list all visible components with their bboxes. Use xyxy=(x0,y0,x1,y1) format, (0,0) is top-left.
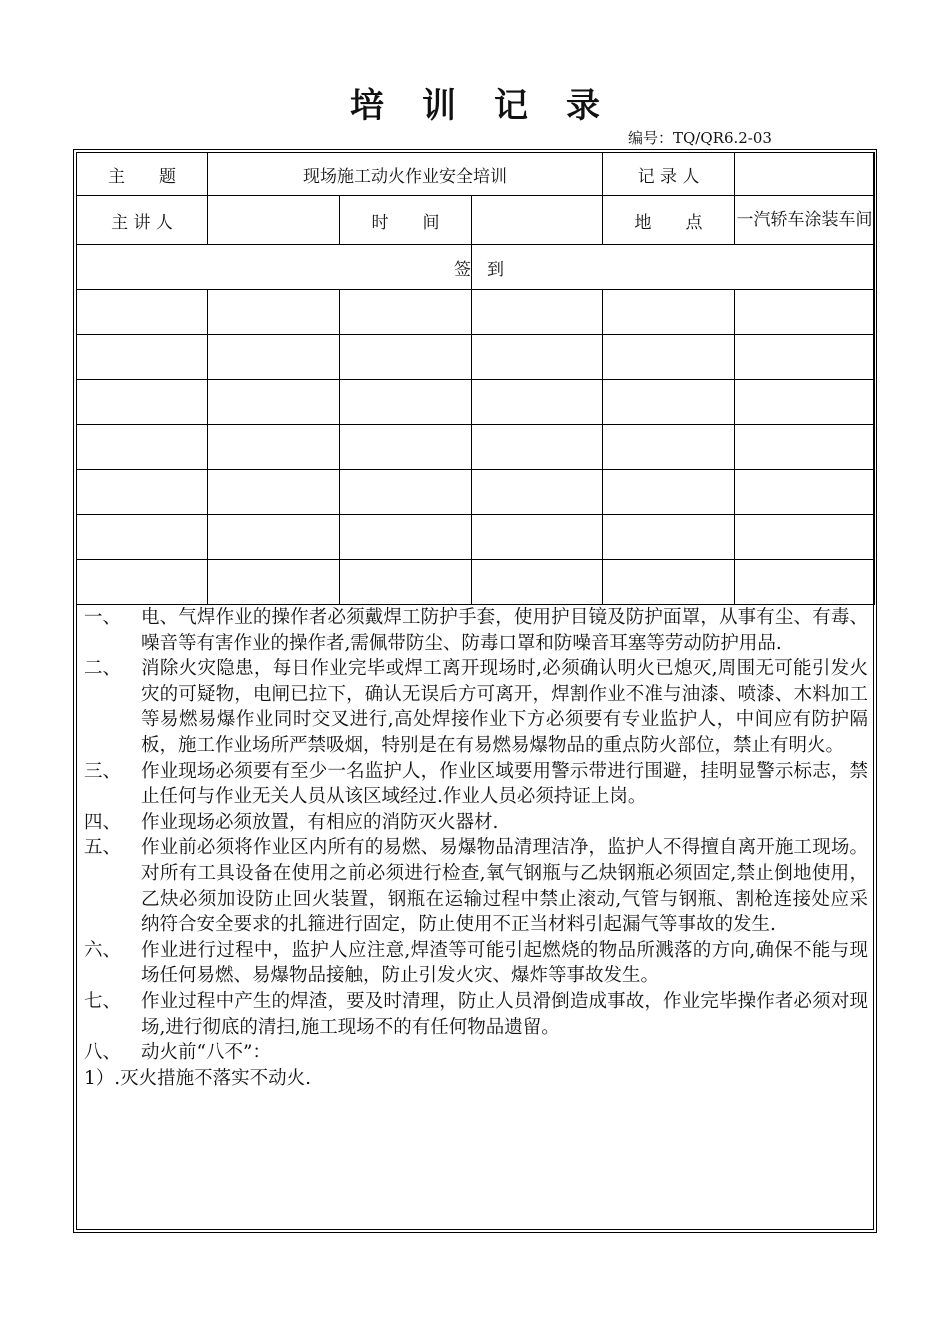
recorder-label: 记 录 人 xyxy=(603,153,735,196)
signin-row xyxy=(77,560,875,605)
recorder-value[interactable] xyxy=(735,153,875,196)
signin-cell[interactable] xyxy=(208,470,340,515)
signin-cell[interactable] xyxy=(735,515,875,560)
signin-cell[interactable] xyxy=(77,515,208,560)
note-text: 消除火灾隐患，每日作业完毕或焊工离开现场时,必须确认明火已熄灭,周围无可能引发火灾的可疑物，电闸已拉下，确认无误后方可离开，焊割作业不准与油漆、喷漆、木料加工等易燃易爆作业同时交叉进行,高处焊接作业下方必须要有专业监护人，中间应有防护隔板，施工作业场所严禁吸烟，特别是在有易燃易爆物品的重点防火部位，禁止有明火。 xyxy=(141,658,868,756)
record-table xyxy=(76,152,875,605)
signin-cell[interactable] xyxy=(735,380,875,425)
signin-cell[interactable] xyxy=(340,560,472,605)
signin-row xyxy=(77,380,875,425)
signin-cell[interactable] xyxy=(77,290,208,335)
signin-cell[interactable] xyxy=(735,560,875,605)
note-text: 动火前“八不”： xyxy=(141,1042,271,1064)
signin-row xyxy=(77,425,875,470)
signin-cell[interactable] xyxy=(77,560,208,605)
note-text: 作业现场必须要有至少一名监护人，作业区域要用警示带进行围避，挂明显警示标志，禁止任何与作业无关人员从该区域经过.作业人员必须持证上岗。 xyxy=(141,760,868,808)
note-number: 七、 xyxy=(84,990,122,1012)
signin-cell[interactable] xyxy=(603,560,735,605)
topic-value[interactable]: 现场施工动火作业安全培训 xyxy=(208,153,603,196)
speaker-label: 主 讲 人 xyxy=(77,196,208,245)
topic-label: 主 题 xyxy=(77,153,208,196)
place-value[interactable]: 一汽轿车涂装车间 xyxy=(735,196,875,245)
note-item xyxy=(84,810,868,836)
signin-cell[interactable] xyxy=(340,290,472,335)
signin-cell[interactable] xyxy=(472,290,603,335)
speaker-row xyxy=(77,196,875,245)
signin-cell[interactable] xyxy=(340,470,472,515)
signin-cell[interactable] xyxy=(735,335,875,380)
time-value[interactable] xyxy=(472,196,603,245)
signin-cell[interactable] xyxy=(208,560,340,605)
note-number: 四、 xyxy=(84,811,122,833)
note-item xyxy=(84,835,868,937)
signin-row xyxy=(77,290,875,335)
signin-cell[interactable] xyxy=(77,470,208,515)
signin-cell[interactable] xyxy=(735,425,875,470)
document-code: 编号：TQ/QR6.2-03 xyxy=(628,129,772,147)
topic-row xyxy=(77,153,875,196)
signin-cell[interactable] xyxy=(603,470,735,515)
signin-cell[interactable] xyxy=(208,380,340,425)
signin-cell[interactable] xyxy=(208,425,340,470)
note-item xyxy=(84,605,868,656)
signin-left-label: 签 xyxy=(77,245,472,290)
note-item xyxy=(84,938,868,989)
training-notes xyxy=(84,605,868,1091)
note-number: 二、 xyxy=(84,658,122,680)
note-number: 六、 xyxy=(84,939,122,961)
signin-cell[interactable] xyxy=(340,380,472,425)
signin-header-row xyxy=(77,245,875,290)
signin-cell[interactable] xyxy=(340,515,472,560)
note-text: 作业进行过程中，监护人应注意,焊渣等可能引起燃烧的物品所溅落的方向,确保不能与现场任何易燃、易爆物品接触，防止引发火灾、爆炸等事故发生。 xyxy=(141,939,868,987)
note-number: 八、 xyxy=(84,1042,122,1064)
note-number: 五、 xyxy=(84,837,122,859)
note-text: 电、气焊作业的操作者必须戴焊工防护手套，使用护目镜及防护面罩，从事有尘、有毒、噪音等有害作业的操作者,需佩带防尘、防毒口罩和防噪音耳塞等劳动防护用品. xyxy=(141,607,868,654)
note-text: 作业现场必须放置，有相应的消防灭火器材. xyxy=(141,811,499,833)
signin-right-label: 到 xyxy=(472,245,875,290)
signin-cell[interactable] xyxy=(472,425,603,470)
signin-cell[interactable] xyxy=(472,335,603,380)
time-label: 时 间 xyxy=(340,196,472,245)
signin-cell[interactable] xyxy=(472,515,603,560)
signin-cell[interactable] xyxy=(603,290,735,335)
signin-cell[interactable] xyxy=(472,470,603,515)
sub-item-line: 1）.灭火措施不落实不动火. xyxy=(84,1067,312,1089)
place-label: 地 点 xyxy=(603,196,735,245)
signin-cell[interactable] xyxy=(208,290,340,335)
note-number: 一、 xyxy=(84,607,122,628)
signin-cell[interactable] xyxy=(603,335,735,380)
signin-row xyxy=(77,335,875,380)
signin-cell[interactable] xyxy=(340,425,472,470)
note-text: 作业前必须将作业区内所有的易燃、易爆物品清理洁净，监护人不得擅自离开施工现场。对所有工具设备在使用之前必须进行检查,氧气钢瓶与乙炔钢瓶必须固定,禁止倒地使用，乙炔必须加设防止回火装置，钢瓶在运输过程中禁止滚动,气管与钢瓶、割枪连接处应采纳符合安全要求的扎箍进行固定，防止使用不正当材料引起漏气等事故的发生. xyxy=(141,837,868,936)
note-item xyxy=(84,656,868,758)
signin-cell[interactable] xyxy=(603,425,735,470)
signin-cell[interactable] xyxy=(77,425,208,470)
signin-cell[interactable] xyxy=(340,335,472,380)
note-item xyxy=(84,759,868,810)
signin-cell[interactable] xyxy=(472,380,603,425)
signin-cell[interactable] xyxy=(603,515,735,560)
signin-row xyxy=(77,470,875,515)
signin-cell[interactable] xyxy=(472,560,603,605)
note-number: 三、 xyxy=(84,760,122,782)
note-item xyxy=(84,989,868,1040)
signin-cell[interactable] xyxy=(208,515,340,560)
signin-cell[interactable] xyxy=(735,290,875,335)
page-title: 培训记录 xyxy=(350,86,638,126)
signin-cell[interactable] xyxy=(77,380,208,425)
signin-cell[interactable] xyxy=(735,470,875,515)
speaker-value[interactable] xyxy=(208,196,340,245)
signin-row xyxy=(77,515,875,560)
signin-cell[interactable] xyxy=(603,380,735,425)
note-item xyxy=(84,1040,868,1066)
signin-cell[interactable] xyxy=(77,335,208,380)
signin-cell[interactable] xyxy=(208,335,340,380)
note-text: 作业过程中产生的焊渣，要及时清理，防止人员滑倒造成事故，作业完毕操作者必须对现场,进行彻底的清扫,施工现场不的有任何物品遗留。 xyxy=(141,990,868,1038)
